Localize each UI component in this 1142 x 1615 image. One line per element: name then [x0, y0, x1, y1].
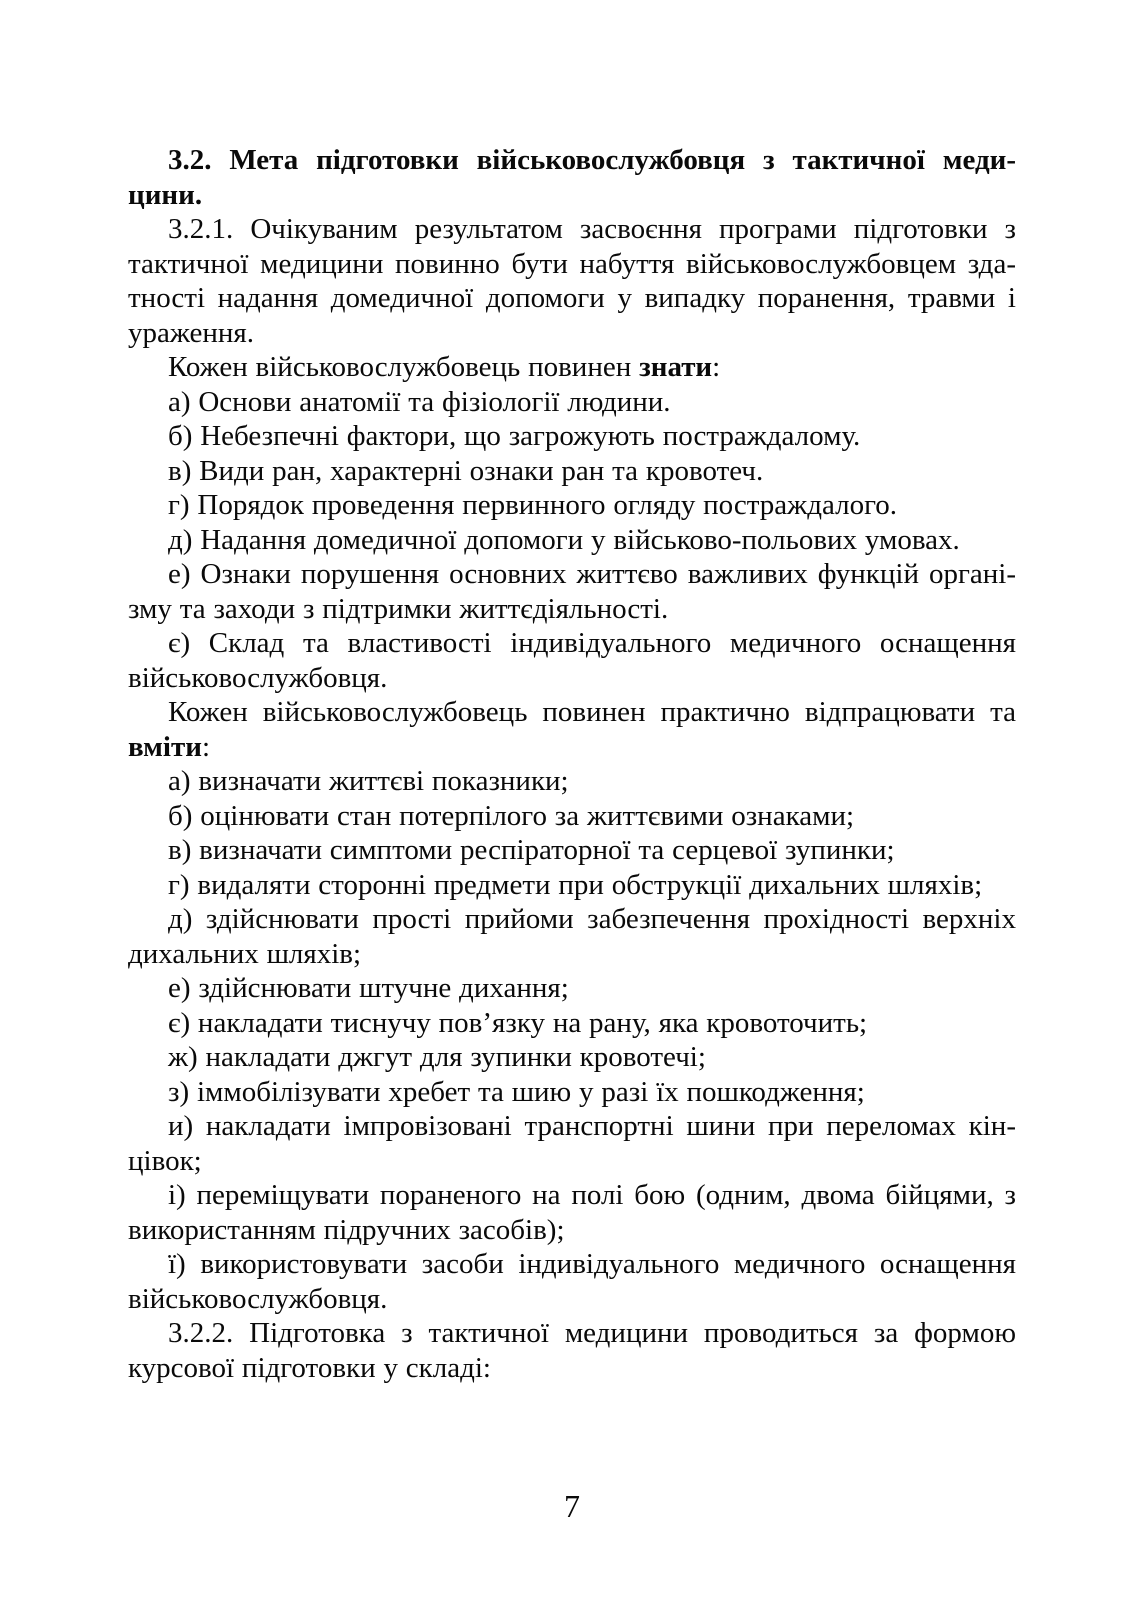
text-run: :: [201, 730, 210, 763]
skill-item-ye: [128, 1006, 1016, 1041]
bold-text-run: 3.2. Мета підготовки військовослужбовця з тактичної медицини.: [128, 144, 1016, 211]
text-run: и) накладати імпровізовані транспортні шини при переломах кінцівок;: [128, 1110, 1016, 1177]
text-run: г) Порядок проведення первинного огляду постраждалого.: [168, 489, 897, 521]
skill-item-h: [128, 868, 1016, 903]
para-3-2-1: [128, 212, 1016, 350]
text-run: 3.2.1. Очікуваним результатом засвоєння програми підготовки з тактичної медицини повинно бути набуття військовослужбовцем здатності надання домедичної допомоги у випадку поранення, травми і ураження.: [128, 213, 1016, 349]
text-run: б) оцінювати стан потерпілого за життєвими ознаками;: [168, 799, 855, 832]
skill-item-a: [128, 764, 1016, 799]
skill-item-y: [128, 1109, 1016, 1178]
know-item-v: [128, 454, 1016, 489]
text-run: б) Небезпечні фактори, що загрожують постраждалому.: [168, 420, 861, 452]
skill-item-yi: [128, 1247, 1016, 1316]
text-run: д) Надання домедичної допомоги у військово-польових умовах.: [168, 523, 960, 556]
para-3-2-2: [128, 1316, 1016, 1385]
text-run: в) визначати симптоми респіраторної та серцевої зупинки;: [168, 834, 895, 866]
skill-item-b: [128, 799, 1016, 834]
skill-item-i: [128, 1178, 1016, 1247]
bold-text-run: знати: [639, 351, 713, 383]
text-run: ї) використовувати засоби індивідуального медичного оснащення військовослужбовця.: [128, 1248, 1016, 1315]
text-run: а) визначати життєві показники;: [168, 765, 569, 797]
text-run: е) Ознаки порушення основних життєво важливих функцій організму та заходи з підтримки життєдіяльності.: [128, 558, 1016, 625]
text-run: д) здійснювати прості прийоми забезпечення прохідності верхніх дихальних шляхів;: [128, 903, 1016, 970]
heading-3-2: [128, 143, 1016, 212]
text-content: [128, 143, 1016, 1385]
know-item-d: [128, 523, 1016, 558]
text-run: Кожен військовослужбовець повинен практично відпрацювати та: [168, 696, 1016, 728]
text-run: є) накладати тиснучу пов’язку на рану, яка кровоточить;: [168, 1006, 868, 1039]
text-run: ж) накладати джгут для зупинки кровотечі;: [168, 1041, 706, 1073]
skill-item-e: [128, 971, 1016, 1006]
text-run: а) Основи анатомії та фізіології людини.: [168, 385, 671, 418]
text-run: є) Склад та властивості індивідуального медичного оснащення військовослужбовця.: [128, 627, 1016, 694]
page-number: 7: [564, 1488, 580, 1524]
text-run: г) видаляти сторонні предмети при обструкції дихальних шляхів;: [168, 868, 983, 901]
text-run: з) іммобілізувати хребет та шию у разі їх пошкодження;: [168, 1075, 865, 1108]
know-item-a: [128, 385, 1016, 420]
know-item-b: [128, 419, 1016, 454]
know-item-ye: [128, 626, 1016, 695]
skill-item-z: [128, 1075, 1016, 1110]
skill-item-v: [128, 833, 1016, 868]
skill-item-d: [128, 902, 1016, 971]
text-run: і) переміщувати пораненого на полі бою (одним, двома бійцями, з використанням підручних засобів);: [128, 1179, 1016, 1246]
page-footer: [128, 1488, 1016, 1524]
text-run: в) Види ран, характерні ознаки ран та кровотеч.: [168, 454, 764, 487]
bold-text-run: вміти: [128, 730, 202, 763]
text-run: :: [712, 351, 721, 383]
skill-item-zh: [128, 1040, 1016, 1075]
text-run: е) здійснювати штучне дихання;: [168, 972, 569, 1004]
text-run: 3.2.2. Підготовка з тактичної медицини проводиться за формою курсової підготовки у складі:: [128, 1317, 1016, 1384]
know-item-h: [128, 488, 1016, 523]
know-item-e: [128, 557, 1016, 626]
para-know-intro: [128, 350, 1016, 385]
text-run: Кожен військовослужбовець повинен: [168, 351, 640, 383]
para-skills-intro: [128, 695, 1016, 764]
